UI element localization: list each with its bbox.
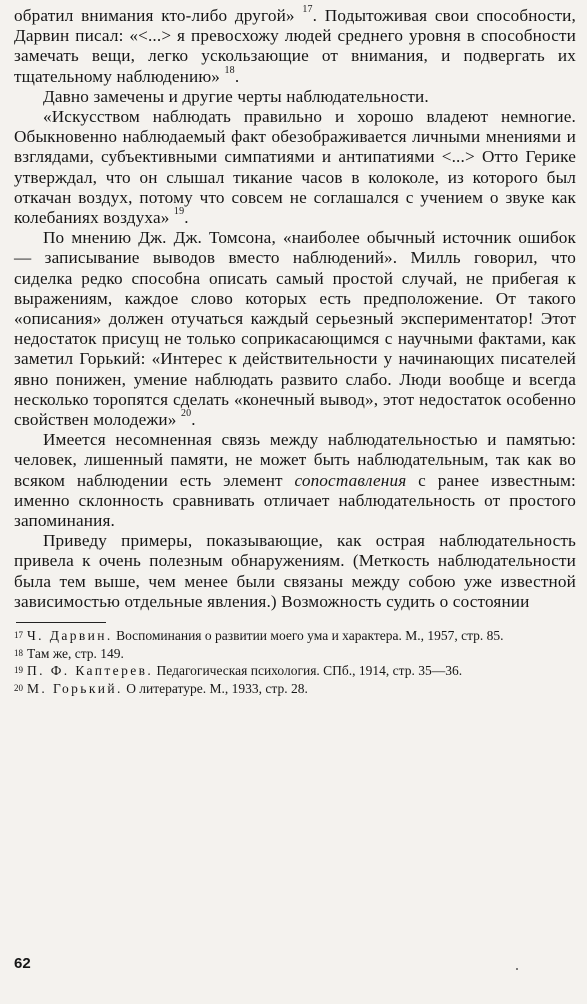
footnote-number: 18 bbox=[14, 647, 23, 658]
footnote-number: 17 bbox=[14, 630, 23, 641]
page-number: 62 bbox=[14, 955, 31, 972]
body-text bbox=[14, 6, 576, 612]
footnote-text: Там же, стр. 149. bbox=[27, 645, 124, 661]
paragraph-text-tail: . Подытоживая свои способности, Дарвин писал: «<...> я превосхожу людей среднего уровня в способности замечать вещи, легко ускользающие от внимания, и подвергать их тщательному наблюдению» bbox=[14, 6, 576, 86]
paragraph-text: Приведу примеры, показывающие, как острая наблюдательность привела к очень полезным обнаружениям. (Меткость наблюдательности была тем выше, чем менее были связаны между собою уже известной зависимостью отдельные явления.) Возможность судить о состоянии bbox=[14, 531, 576, 611]
footnote-text: О литературе. М., 1933, стр. 28. bbox=[122, 680, 308, 696]
footnote-ref-20: 20 bbox=[180, 408, 192, 420]
paragraph-text-tail: . bbox=[191, 410, 196, 430]
footnote-author: Ч. Дарвин. bbox=[27, 628, 113, 644]
footnote-divider bbox=[16, 622, 106, 623]
paragraph-text-tail: . bbox=[234, 66, 240, 86]
footnotes bbox=[14, 627, 576, 697]
paragraph-3 bbox=[14, 107, 576, 228]
footnote-18 bbox=[14, 645, 576, 663]
footnote-17 bbox=[14, 627, 576, 645]
footnote-19 bbox=[14, 662, 576, 680]
paragraph-text: Имеется несомненная связь между наблюдательностью и памятью: человек, лишенный памяти, не может быть наблюдательным, так как во всяком наблюдении есть элемент bbox=[14, 430, 576, 490]
print-speck bbox=[516, 968, 518, 970]
footnote-number: 20 bbox=[14, 682, 23, 693]
paragraph-text-tail: . bbox=[184, 208, 189, 228]
footnote-ref-18: 18 bbox=[224, 64, 235, 76]
paragraph-text: «Искусством наблюдать правильно и хорошо владеют немногие. Обыкновенно наблюдаемый факт обезображивается личными мнениями и взглядами, субъективными симпатиями и антипатиями <...> Отто Герике утверждал, что он слышал тикание часов в колоколе, из которого был откачан воздух, потому что совсем не соглашался с учением о звуке как колебаниях воздуха» bbox=[14, 107, 576, 228]
paragraph-5 bbox=[14, 430, 576, 531]
footnote-ref-19: 19 bbox=[173, 206, 185, 218]
footnote-number: 19 bbox=[14, 665, 23, 676]
footnote-20 bbox=[14, 680, 576, 698]
paragraph-text-tail: с ранее известным: именно склонность сравнивать отличает наблюдательность от простого запоминания. bbox=[14, 470, 576, 531]
paragraph-6 bbox=[14, 531, 576, 612]
footnote-ref-17: 17 bbox=[302, 4, 313, 15]
paragraph-text: По мнению Дж. Дж. Томсона, «наиболее обычный источник ошибок — записывание выводов вместо наблюдений». Милль говорил, что сиделка редко способна описать самый простой случай, не прибегая к выражениям, каждое слово которых есть предположение. От такого «описания» должен отучаться каждый серьезный экспериментатор! Этот недостаток присущ не только соприкасающимся с научными фактами, как заметил Горький: «Интерес к действительности у начинающих писателей явно понижен, умение наблюдать развито слабо. Люди вообще и всегда несколько торопятся сделать «конечный вывод», этот недостаток особенно свойствен молодежи» bbox=[14, 228, 576, 430]
italic-term: сопоставления bbox=[294, 470, 407, 490]
paragraph-2 bbox=[14, 87, 576, 107]
paragraph-1 bbox=[14, 6, 576, 87]
footnote-text: Педагогическая психология. СПб., 1914, стр. 35—36. bbox=[153, 663, 463, 679]
paragraph-text: Давно замечены и другие черты наблюдательности. bbox=[43, 86, 429, 106]
footnote-text: Воспоминания о развитии моего ума и характера. М., 1957, стр. 85. bbox=[112, 628, 504, 644]
paragraph-text: обратил внимания кто-либо другой» bbox=[14, 6, 303, 25]
book-page bbox=[14, 6, 576, 697]
paragraph-4 bbox=[14, 228, 576, 430]
footnote-author: М. Горький. bbox=[27, 680, 123, 696]
footnote-author: П. Ф. Каптерев. bbox=[27, 663, 154, 679]
